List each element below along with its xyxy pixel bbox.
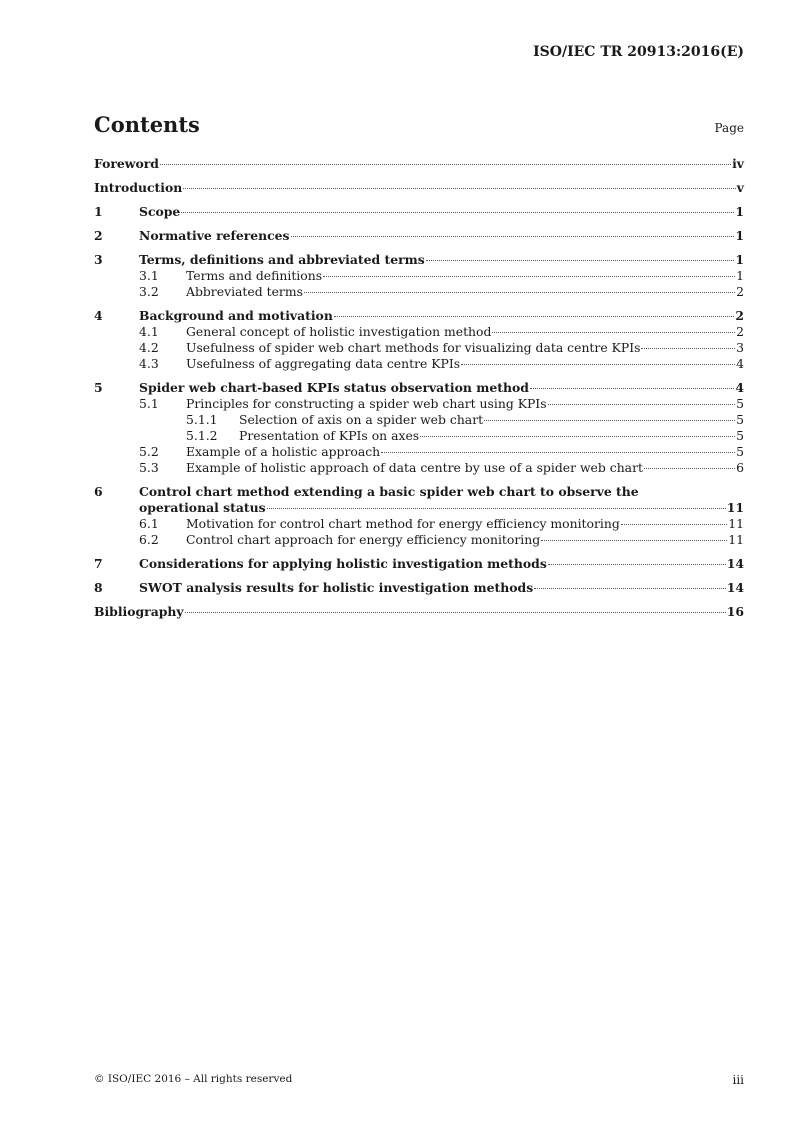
dot-leader: [183, 188, 736, 189]
toc-entry[interactable]: [94, 284, 744, 300]
toc-entry-page: 16: [726, 604, 744, 619]
toc-entry-page: 14: [726, 580, 744, 595]
toc-entry-label: Example of holistic approach of data centre by use of a spider web chart: [186, 460, 643, 475]
toc-entry[interactable]: [94, 308, 744, 324]
toc-entry-number: 8: [94, 580, 103, 595]
toc-entry[interactable]: [94, 396, 744, 412]
toc-entry[interactable]: [94, 340, 744, 356]
toc-entry-number: 5.3: [139, 460, 159, 475]
toc-entry-number: 2: [94, 228, 103, 243]
dot-leader: [181, 212, 734, 213]
dot-leader: [548, 404, 736, 405]
toc-entry[interactable]: [94, 156, 744, 172]
toc-entry[interactable]: [94, 516, 744, 532]
toc-entry-number: 5: [94, 380, 103, 395]
toc-entry-label: Presentation of KPIs on axes: [239, 428, 420, 443]
dot-leader: [291, 236, 735, 237]
toc-entry[interactable]: [94, 580, 744, 596]
dot-leader: [548, 564, 726, 565]
toc-entry-label: Scope: [139, 204, 181, 219]
toc-entry[interactable]: [94, 428, 744, 444]
toc-entry-number: 6.1: [139, 516, 159, 531]
toc-entry-label: Motivation for control chart method for energy efficiency monitoring: [186, 516, 620, 531]
toc-entry-label: Normative references: [139, 228, 290, 243]
toc-entry-label: Foreword: [94, 156, 159, 171]
toc-entry[interactable]: [94, 204, 744, 220]
dot-leader: [484, 420, 735, 421]
toc-entry-page: 5: [736, 428, 744, 443]
toc-entry[interactable]: [94, 180, 744, 196]
toc-entry-page: 5: [736, 412, 744, 427]
toc-entry-label: General concept of holistic investigation method: [186, 324, 492, 339]
toc-entry-number: 4.3: [139, 356, 159, 371]
toc-entry-page: 2: [736, 284, 744, 299]
toc-entry-number: 4.2: [139, 340, 159, 355]
toc-entry[interactable]: [94, 604, 744, 620]
toc-entry-number: 6: [94, 484, 103, 499]
toc-entry-label: Example of a holistic approach: [186, 444, 381, 459]
toc-entry-label: Principles for constructing a spider web chart using KPIs: [186, 396, 547, 411]
toc-entry-label: Introduction: [94, 180, 183, 195]
toc-entry[interactable]: [94, 380, 744, 396]
toc-entry-page: iv: [732, 156, 744, 171]
toc-entry[interactable]: [94, 500, 744, 516]
dot-leader: [323, 276, 735, 277]
dot-leader: [160, 164, 731, 165]
dot-leader: [641, 348, 735, 349]
toc-entry-page: 5: [736, 396, 744, 411]
toc-entry[interactable]: [94, 324, 744, 340]
toc-entry-page: 1: [736, 268, 744, 283]
toc-entry-label: Usefulness of aggregating data centre KPIs: [186, 356, 461, 371]
toc-entry-label: Control chart method extending a basic spider web chart to observe the: [139, 484, 639, 499]
dot-leader: [541, 540, 727, 541]
toc-entry[interactable]: [94, 484, 744, 500]
toc-entry-number: 6.2: [139, 532, 159, 547]
toc-entry[interactable]: [94, 268, 744, 284]
toc-entry-page: 3: [736, 340, 744, 355]
toc-entry-page: 14: [726, 556, 744, 571]
dot-leader: [185, 612, 726, 613]
dot-leader: [621, 524, 727, 525]
toc-entry-number: 5.1.1: [186, 412, 218, 427]
toc-entry-number: 5.1: [139, 396, 159, 411]
toc-entry-number: 3: [94, 252, 103, 267]
toc-entry-number: 5.2: [139, 444, 159, 459]
toc-entry-page: 11: [728, 516, 744, 531]
toc-entry-label: Bibliography: [94, 604, 184, 619]
contents-title: Contents: [94, 112, 200, 137]
toc-entry-page: 2: [736, 324, 744, 339]
toc-entry[interactable]: [94, 252, 744, 268]
dot-leader: [492, 332, 735, 333]
toc-entry-page: 6: [736, 460, 744, 475]
dot-leader: [534, 588, 726, 589]
document-id: ISO/IEC TR 20913:2016(E): [533, 44, 744, 60]
toc-entry[interactable]: [94, 444, 744, 460]
toc-entry-label: Control chart approach for energy efficiency monitoring: [186, 532, 541, 547]
toc-entry-label: Abbreviated terms: [186, 284, 303, 299]
toc-entry[interactable]: [94, 356, 744, 372]
toc-entry-label: Selection of axis on a spider web chart: [239, 412, 484, 427]
toc-entry-page: 2: [735, 308, 744, 323]
toc-entry-page: 4: [736, 356, 744, 371]
copyright-notice: © ISO/IEC 2016 – All rights reserved: [94, 1073, 293, 1085]
toc-entry-number: 4.1: [139, 324, 159, 339]
dot-leader: [426, 260, 735, 261]
toc-entry-label: Usefulness of spider web chart methods for visualizing data centre KPIs: [186, 340, 641, 355]
table-of-contents: [94, 156, 744, 620]
dot-leader: [304, 292, 735, 293]
dot-leader: [381, 452, 735, 453]
dot-leader: [420, 436, 735, 437]
toc-entry-page: 11: [726, 500, 744, 515]
toc-entry-label: Terms and definitions: [186, 268, 323, 283]
toc-entry-label: Considerations for applying holistic investigation methods: [139, 556, 547, 571]
toc-entry-number: 7: [94, 556, 103, 571]
dot-leader: [530, 388, 734, 389]
toc-entry-label: Terms, definitions and abbreviated terms: [139, 252, 425, 267]
toc-entry-page: 1: [735, 204, 744, 219]
toc-entry-label: Spider web chart-based KPIs status observation method: [139, 380, 529, 395]
toc-entry-number: 1: [94, 204, 103, 219]
toc-entry[interactable]: [94, 412, 744, 428]
toc-entry-number: 5.1.2: [186, 428, 218, 443]
toc-entry-label: Background and motivation: [139, 308, 333, 323]
toc-entry[interactable]: [94, 556, 744, 572]
page-column-label: Page: [714, 121, 744, 135]
toc-entry-page: v: [736, 180, 744, 195]
contents-heading-row: [94, 112, 744, 137]
page-footer: [94, 1073, 744, 1087]
toc-entry-number: 4: [94, 308, 103, 323]
toc-entry-page: 1: [735, 228, 744, 243]
toc-entry-number: 3.2: [139, 284, 159, 299]
dot-leader: [267, 508, 726, 509]
toc-entry-page: 11: [728, 532, 744, 547]
toc-entry[interactable]: [94, 532, 744, 548]
toc-entry-page: 4: [735, 380, 744, 395]
toc-entry[interactable]: [94, 460, 744, 476]
toc-entry-number: 3.1: [139, 268, 159, 283]
toc-entry-label: SWOT analysis results for holistic investigation methods: [139, 580, 534, 595]
page-number: iii: [732, 1073, 744, 1087]
dot-leader: [644, 468, 735, 469]
dot-leader: [461, 364, 735, 365]
toc-entry-page: 5: [736, 444, 744, 459]
toc-entry[interactable]: [94, 228, 744, 244]
toc-entry-page: 1: [735, 252, 744, 267]
dot-leader: [334, 316, 735, 317]
toc-entry-label-continued: operational status: [139, 500, 266, 515]
